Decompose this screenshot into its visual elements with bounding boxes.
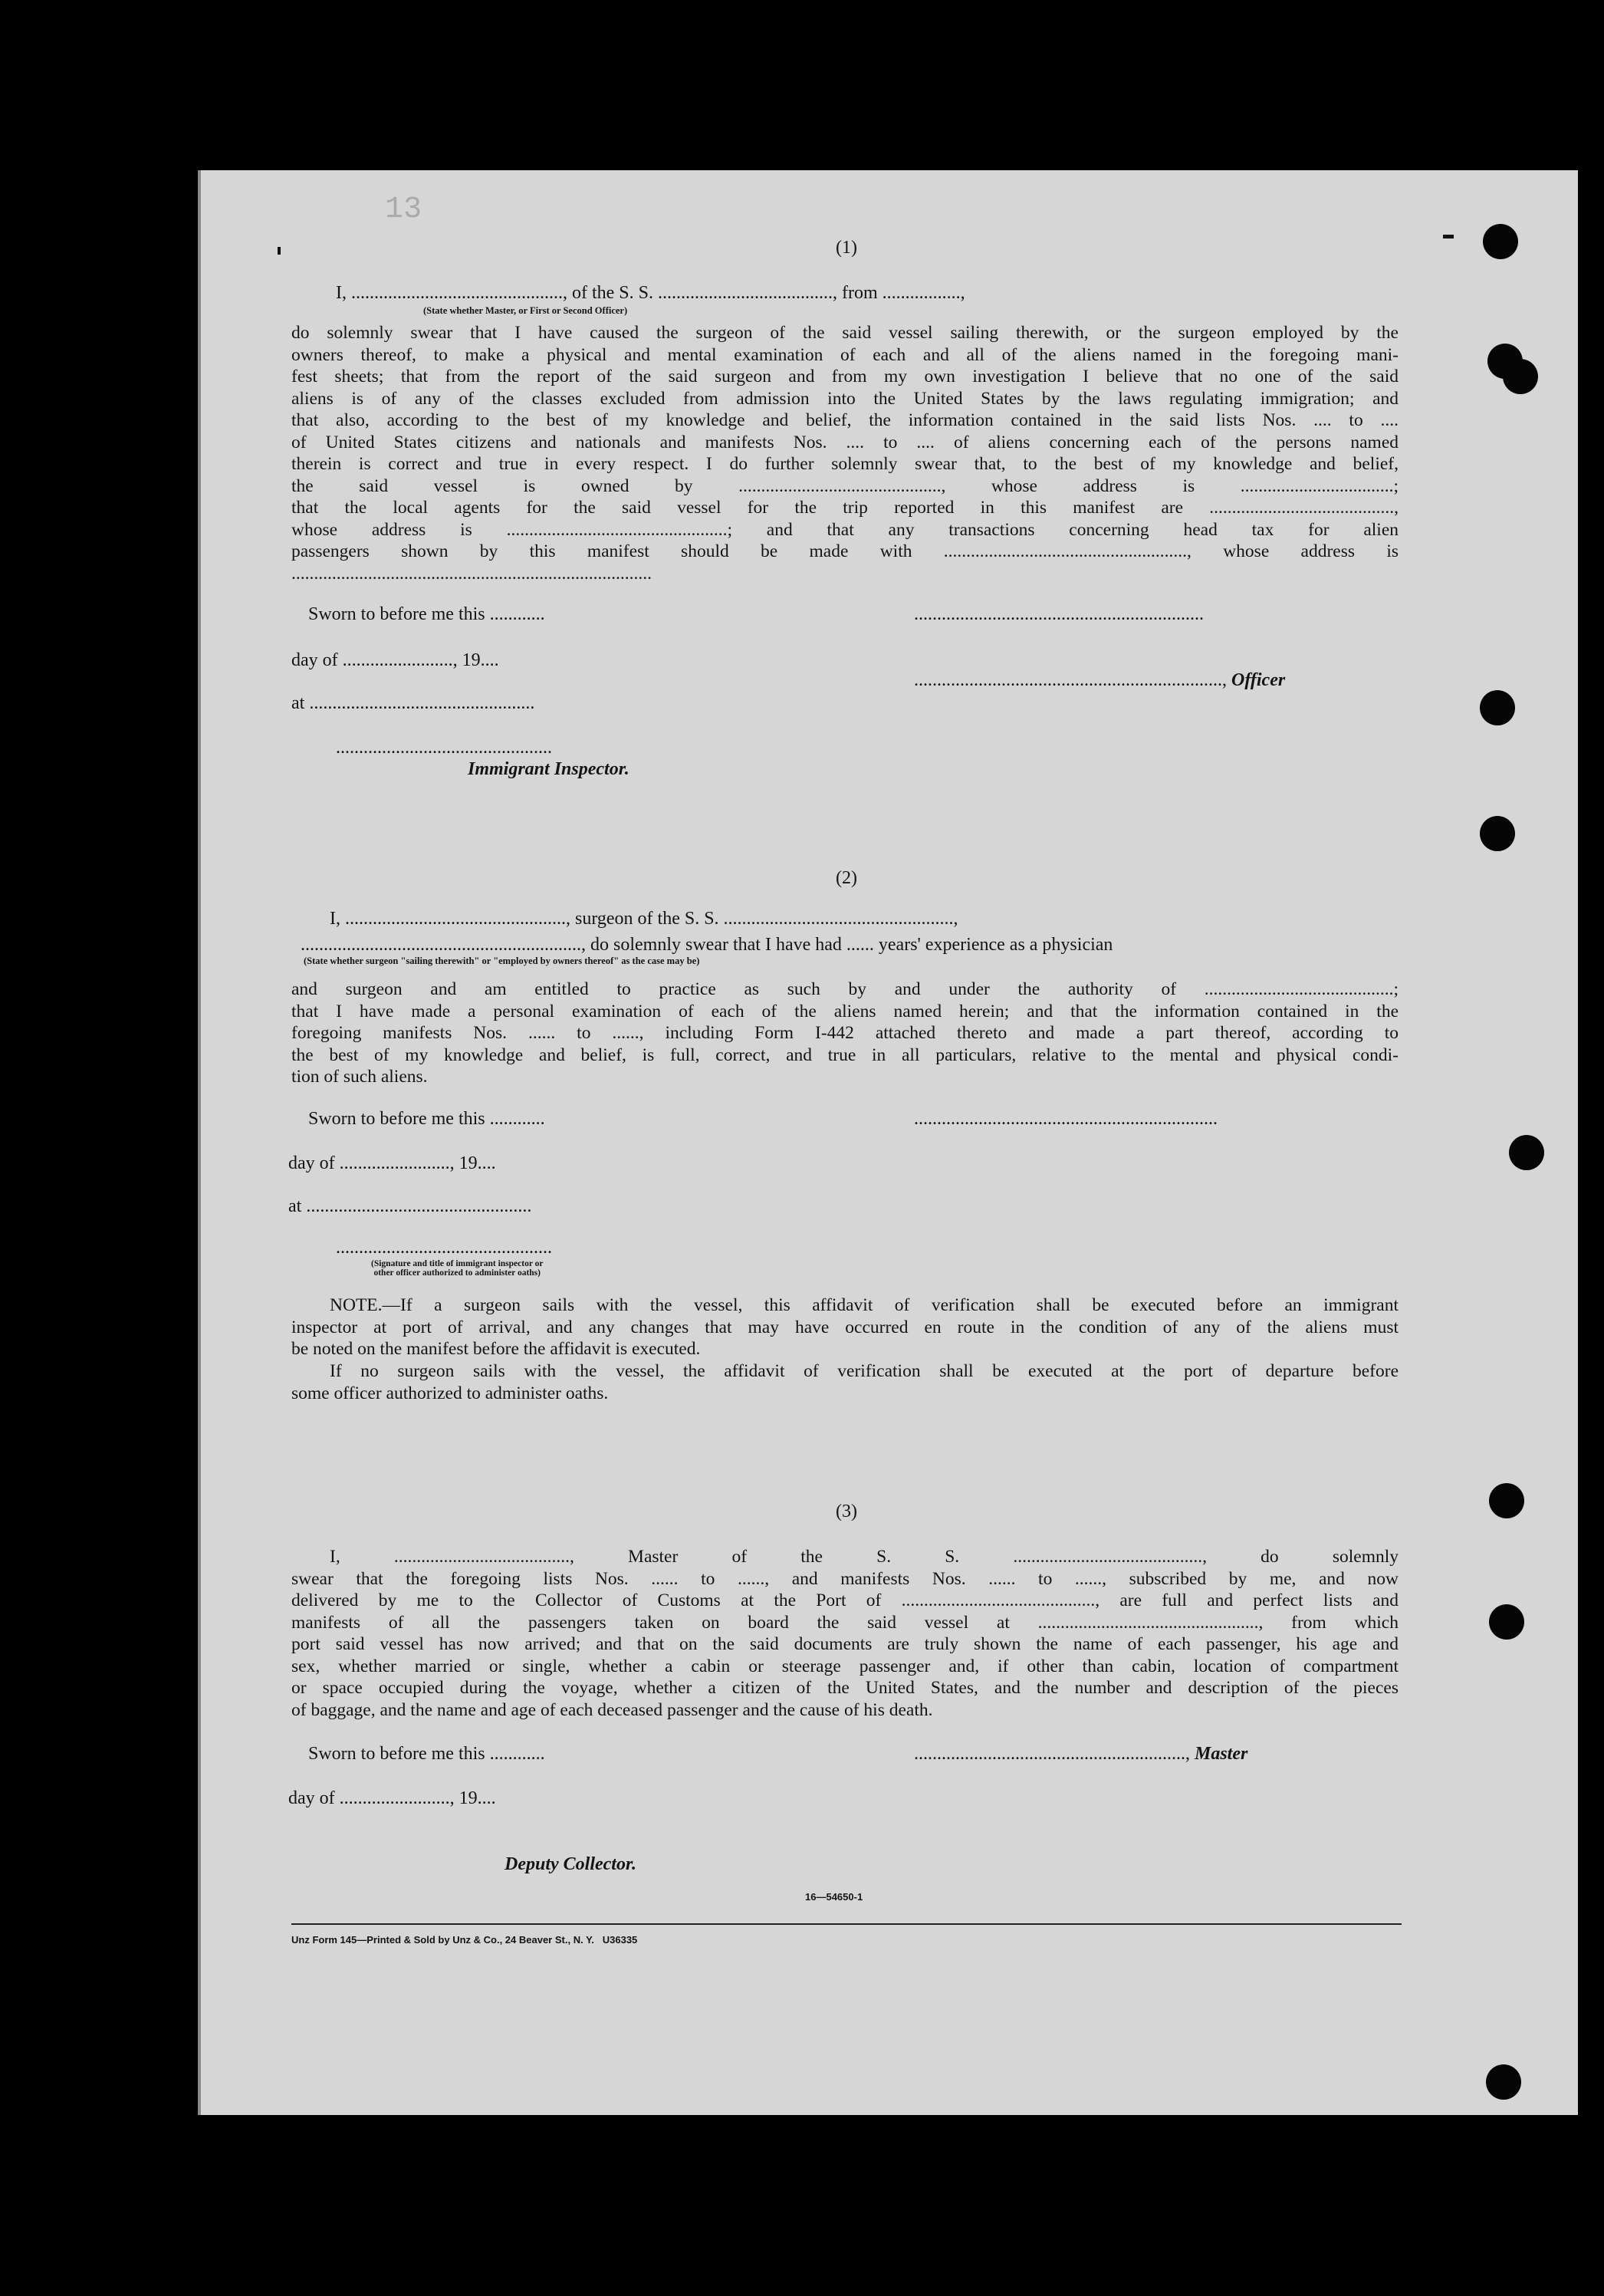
section-1-at-line2: ............................................... (336, 738, 552, 758)
printer-imprint: Unz Form 145—Printed & Sold by Unz & Co., 24 Beaver St., N. Y. U36335 (291, 1934, 638, 1946)
section-2-sworn-signature: .................................................................. (914, 1109, 1218, 1129)
section-3-day: day of ........................, 19.... (288, 1788, 496, 1808)
section-1-heading: (1) (836, 238, 857, 258)
section-3-sworn: Sworn to before me this ............ (308, 1744, 545, 1764)
punch-hole (1486, 2064, 1521, 2100)
section-1-sworn: Sworn to before me this ............ (308, 604, 545, 624)
section-2-line1: I, ................................................, surgeon of the S. S. .................................................., (330, 909, 958, 929)
section-2-sworn: Sworn to before me this ............ (308, 1109, 545, 1129)
section-2-note: (State whether surgeon "sailing therewith" or "employed by owners thereof" as the case may be) (304, 956, 700, 966)
section-2-line2: ............................................................., do solemnly swear that I have had ...... years' experience as a physician (301, 935, 1113, 955)
ink-mark (278, 247, 281, 255)
section-1-line1: I, .............................................., of the S. S. ......................................, from ................., (336, 283, 965, 303)
section-1-immigrant-inspector: Immigrant Inspector. (468, 759, 629, 779)
stamped-page-number: 13 (385, 192, 422, 227)
section-1-at: at ................................................. (291, 693, 535, 713)
section-2-at: at ................................................. (288, 1196, 532, 1216)
section-2-day: day of ........................, 19.... (288, 1153, 496, 1173)
section-2-paragraph: and surgeon and am entitled to practice as such by and under the authority of ..........................................; that I have made a personal examination of each of the aliens named herein; and that the information contained in the foregoing manifests Nos. ...... to ......, including Form I-442 attached thereto and made a part thereof, according to the best of my knowledge and belief, is full, correct, and true in all particulars, relative to the mental and physical condi- tion of such aliens. (291, 979, 1399, 1087)
note-paragraph-1: NOTE.—If a surgeon sails with the vessel, this affidavit of verification shall be executed before an immigrant inspector at port of arrival, and any changes that may have occurred en route in the condition of any of the aliens must be noted on the manifest before the affidavit is executed. (291, 1295, 1399, 1359)
section-1-paragraph: do solemnly swear that I have caused the surgeon of the said vessel sailing therewith, or the surgeon employed by the owners thereof, to make a physical and mental examination of each and all of the aliens named in the foregoing mani- fest sheets; that from the report of the said surgeon and from my own investigation I believe that no one of the said aliens is of any of the classes excluded from admission into the United States by the laws regulating immigration; and that also, according to the best of my knowledge and belief, the information contained in the said lists Nos. .... to .... of United States citizens and nationals and manifests Nos. .... to .... of aliens concerning each of the persons named therein is correct and true in every respect. I do further solemnly swear that, to the best of my knowledge and belief, the said vessel is owned by ............................................., whose address is ..................................; that the local agents for the said vessel for the trip reported in this manifest are ........................................., whose address is .................................................; and that any transactions concerning head tax for alien passengers shown by this manifest should be made with ......................................................, whose address is ................................................................................ (291, 323, 1399, 584)
section-1-day: day of ........................, 19.... (291, 650, 499, 670)
note-paragraph-2: If no surgeon sails with the vessel, the affidavit of verification shall be executed at the port of departure before some officer authorized to administer oaths. (291, 1361, 1399, 1403)
section-1-note: (State whether Master, or First or Second Officer) (423, 305, 628, 316)
section-2-heading: (2) (836, 868, 857, 888)
form-number: 16—54650-1 (805, 1891, 863, 1903)
punch-hole (1480, 816, 1515, 851)
punch-hole (1480, 690, 1515, 725)
section-2-at-line2: ............................................... (336, 1238, 552, 1258)
section-3-deputy-collector: Deputy Collector. (505, 1854, 636, 1874)
punch-hole (1489, 1483, 1524, 1518)
punch-hole (1489, 1604, 1524, 1640)
section-3-master-line: ..........................................................., Master (914, 1744, 1248, 1764)
section-3-paragraph: I, ......................................., Master of the S. S. .........................................., do solemnly swear that the foregoing lists Nos. ...... to ......, and manifests Nos. ...... to ......, subscribed by me, and now delivered by me to the Collector of Customs at the Port of ..........................................., are full and perfect lists and manifests of all the passengers taken on board the said vessel at ................................................., from which port said vessel has now arrived; and that on the said documents are truly shown the name of each passenger, his age and sex, whether married or single, whether a cabin or steerage passenger and, if other than cabin, location of compartment or space occupied during the voyage, whether a citizen of the United States, and the number and description of the pieces of baggage, and the name and age of each deceased passenger and the cause of his death. (291, 1547, 1399, 1720)
section-1-sworn-signature: ............................................................... (914, 604, 1204, 624)
document-page (198, 170, 1578, 2115)
ink-mark (1443, 235, 1454, 238)
punch-hole (1483, 224, 1518, 259)
punch-hole (1503, 359, 1538, 394)
section-3-heading: (3) (836, 1502, 857, 1521)
footer-rule (291, 1923, 1402, 1925)
section-2-signature-note: (Signature and title of immigrant inspector or other officer authorized to administer oaths) (371, 1259, 544, 1278)
punch-hole (1509, 1135, 1544, 1170)
section-1-officer-line: ..................................................................., Officer (914, 670, 1286, 690)
